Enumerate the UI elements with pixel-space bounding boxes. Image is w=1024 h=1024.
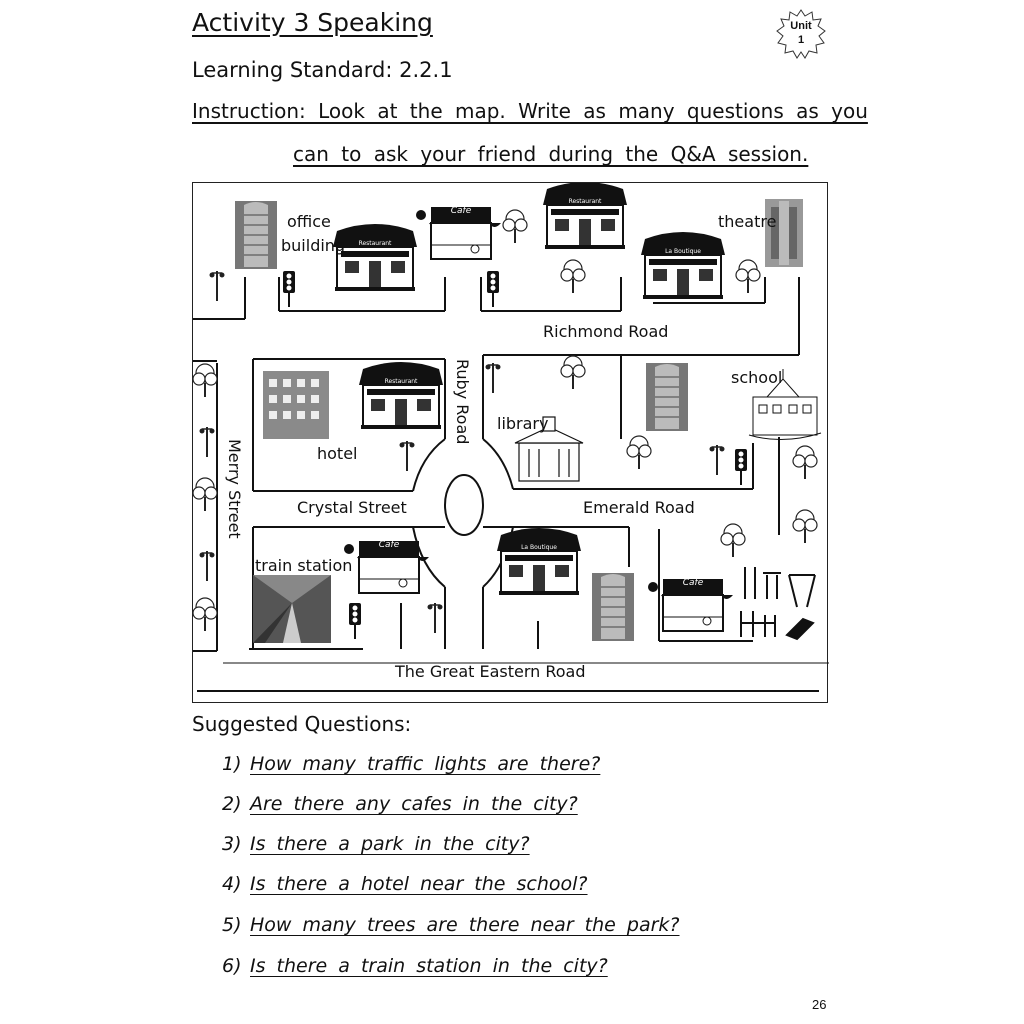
theatre-photo (765, 199, 803, 267)
question-number: 5) (222, 914, 242, 936)
tree-icon (193, 478, 217, 511)
question-item (222, 753, 600, 775)
office-building-icon (235, 201, 277, 269)
tree-icon (503, 210, 527, 243)
cafe-sign: Cafe (682, 578, 704, 588)
unit-number: 1 (797, 34, 805, 46)
restaurant-sign: Restaurant (384, 378, 418, 385)
restaurant-sign: Restaurant (568, 198, 602, 205)
tree-icon (561, 356, 585, 389)
learning-standard: Learning Standard: 2.2.1 (192, 58, 453, 82)
cafe-sign: Cafe (378, 540, 400, 550)
ruby-road-label: Ruby Road (453, 359, 472, 445)
suggested-questions-heading: Suggested Questions: (192, 712, 412, 736)
office-building-photo (235, 201, 277, 269)
lamp-icon (210, 271, 225, 301)
lamp-icon (200, 427, 215, 457)
crystal-street-label: Crystal Street (297, 498, 407, 517)
unit-badge (775, 8, 827, 60)
instruction-line-2: can to ask your friend during the Q&A session. (293, 142, 809, 166)
question-item (222, 833, 530, 855)
building-label: building (281, 236, 346, 255)
tree-icon (193, 598, 217, 631)
lamp-icon (200, 551, 215, 581)
hotel-label: hotel (317, 444, 358, 463)
page-number: 26 (812, 997, 827, 1012)
restaurant-sign: Restaurant (358, 240, 392, 247)
train-station-label: train station (255, 556, 353, 575)
lamp-icon (486, 363, 501, 393)
traffic-light-icon (349, 603, 361, 639)
emerald-road-label: Emerald Road (583, 498, 695, 517)
richmond-road-label: Richmond Road (543, 322, 669, 341)
activity-title: Activity 3 Speaking (192, 8, 433, 37)
question-number: 3) (222, 833, 242, 855)
restaurant-icon (543, 183, 627, 249)
boutique-sign: La Boutique (521, 544, 557, 551)
lamp-icon (400, 441, 415, 471)
restaurant-icon (359, 362, 443, 429)
tree-icon (561, 260, 585, 293)
unit-label: Unit (790, 20, 812, 32)
question-text: Are there any cafes in the city? (250, 793, 578, 815)
cafe-sign: Cafe (450, 206, 472, 216)
traffic-light-icon (283, 271, 295, 307)
question-item (222, 955, 608, 977)
question-number: 1) (222, 753, 242, 775)
tower-building-icon (592, 573, 634, 641)
question-text: How many trees are there near the park? (250, 914, 680, 936)
question-item (222, 793, 578, 815)
city-map (192, 182, 828, 703)
school-label: school (731, 368, 783, 387)
question-text: How many traffic lights are there? (250, 753, 601, 775)
question-text: Is there a park in the city? (250, 833, 530, 855)
park-playground (741, 567, 815, 639)
tower-building-icon (646, 363, 688, 431)
question-text: Is there a hotel near the school? (250, 873, 588, 895)
merry-street-label: Merry Street (225, 439, 244, 539)
train-station-photo (253, 575, 331, 643)
traffic-light-icon (735, 449, 747, 485)
question-text: Is there a train station in the city? (250, 955, 608, 977)
boutique-icon (641, 232, 725, 299)
theatre-label: theatre (718, 212, 777, 231)
tree-icon (793, 446, 817, 479)
question-number: 4) (222, 873, 242, 895)
lamp-icon (428, 603, 443, 633)
question-number: 6) (222, 955, 242, 977)
question-item (222, 914, 680, 936)
lamp-icon (710, 445, 725, 475)
traffic-light-icon (487, 271, 499, 307)
tree-icon (193, 364, 217, 397)
question-item (222, 873, 588, 895)
great-eastern-road-label: The Great Eastern Road (395, 662, 586, 681)
tree-icon (627, 436, 651, 469)
boutique-sign: La Boutique (665, 248, 701, 255)
library-label: library (497, 414, 549, 433)
question-number: 2) (222, 793, 242, 815)
office-label: office (287, 212, 331, 231)
tree-icon (793, 510, 817, 543)
instruction-line-1: Instruction: Look at the map. Write as many questions as you (192, 99, 868, 123)
boutique-icon (497, 528, 581, 595)
restaurant-icon (333, 224, 417, 291)
tree-icon (736, 260, 760, 293)
tree-icon (721, 524, 745, 557)
hotel-photo (263, 371, 329, 439)
